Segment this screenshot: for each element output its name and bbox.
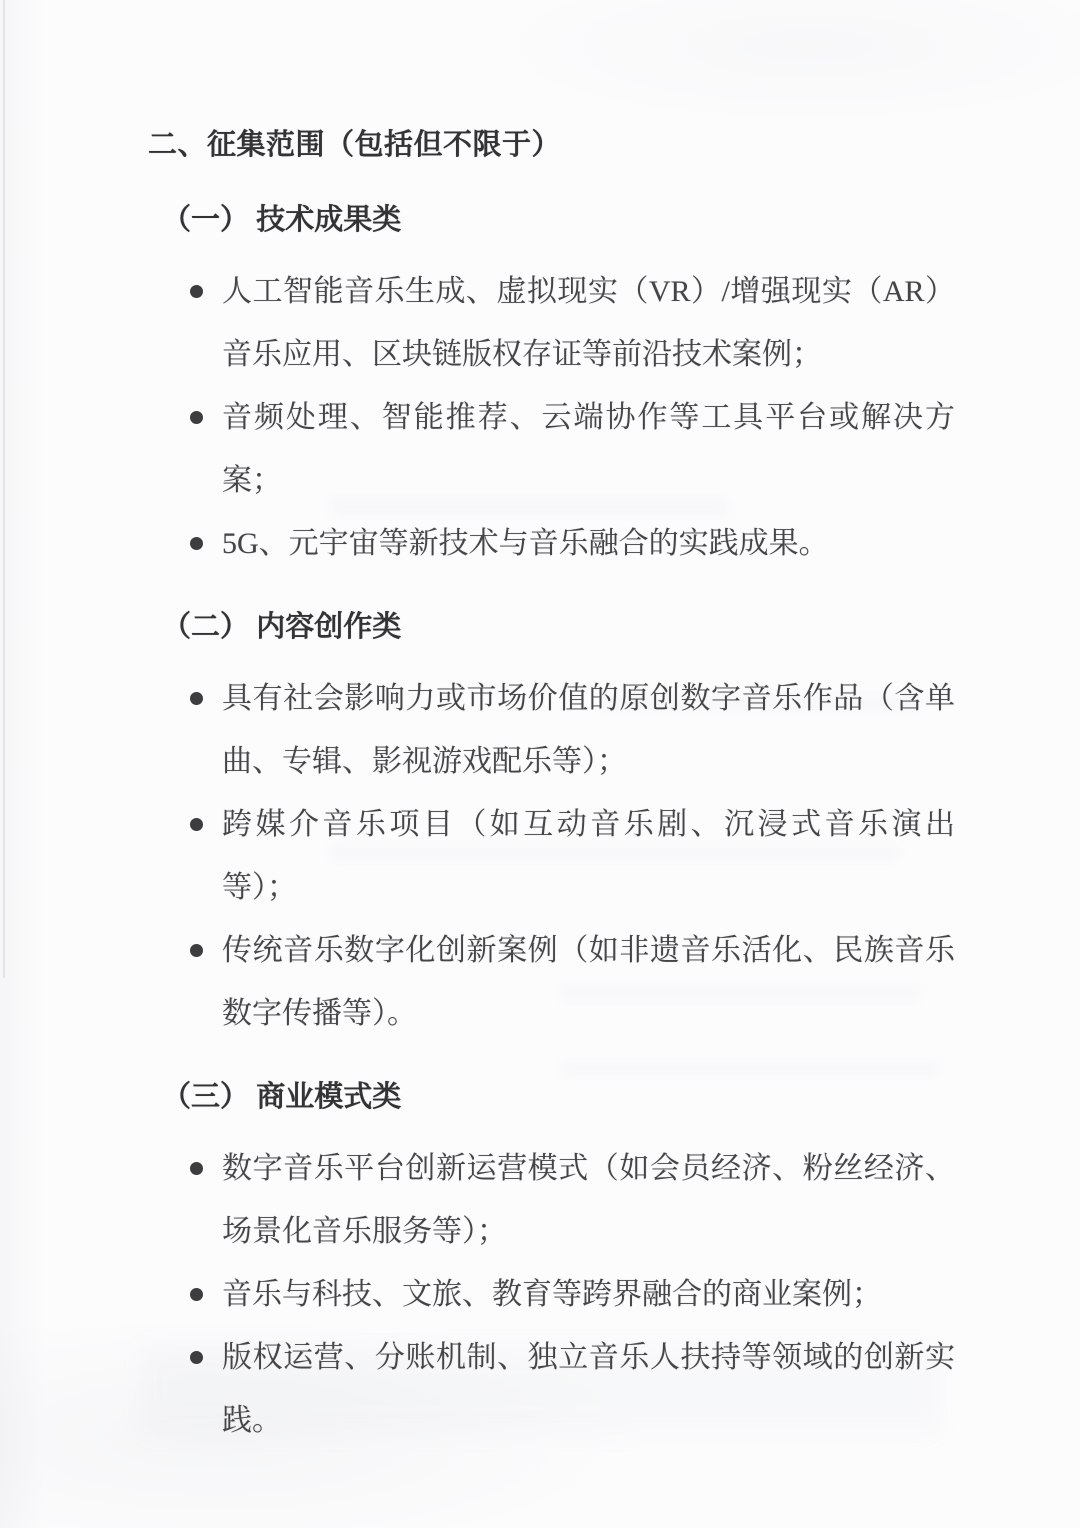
list-item-text: 音频处理、智能推荐、云端协作等工具平台或解决方案； xyxy=(222,401,955,497)
list-item-text: 具有社会影响力或市场价值的原创数字音乐作品（含单曲、专辑、影视游戏配乐等）； xyxy=(222,682,955,778)
bullet-list xyxy=(148,667,955,1045)
bullet-list xyxy=(148,260,955,575)
list-item xyxy=(222,386,955,512)
section-heading: （二） 内容创作类 xyxy=(162,611,402,643)
list-item xyxy=(222,260,955,386)
bullet-list xyxy=(148,1137,955,1452)
bullet-icon xyxy=(190,411,203,424)
section-technical-achievements xyxy=(148,189,955,575)
section-heading: （一） 技术成果类 xyxy=(162,204,402,236)
list-item-text: 数字音乐平台创新运营模式（如会员经济、粉丝经济、场景化音乐服务等）； xyxy=(222,1152,955,1248)
list-item-text: 人工智能音乐生成、虚拟现实（VR）/增强现实（AR）音乐应用、区块链版权存证等前沿技术案例； xyxy=(222,275,955,371)
list-item xyxy=(222,667,955,793)
bullet-icon xyxy=(190,1351,203,1364)
list-item xyxy=(222,1326,955,1452)
bullet-icon xyxy=(190,818,203,831)
bullet-icon xyxy=(190,537,203,550)
bullet-icon xyxy=(190,692,203,705)
scan-edge-line xyxy=(3,0,5,978)
section-content-creation xyxy=(148,596,955,1045)
list-item xyxy=(222,1263,955,1326)
section-heading: （三） 商业模式类 xyxy=(162,1081,402,1113)
bullet-icon xyxy=(190,944,203,957)
list-item xyxy=(222,512,955,575)
list-item-text: 版权运营、分账机制、独立音乐人扶持等领域的创新实践。 xyxy=(222,1341,955,1437)
bullet-icon xyxy=(190,285,203,298)
list-item-text: 传统音乐数字化创新案例（如非遗音乐活化、民族音乐数字传播等）。 xyxy=(222,934,955,1030)
bullet-icon xyxy=(190,1162,203,1175)
list-item-text: 跨媒介音乐项目（如互动音乐剧、沉浸式音乐演出等）； xyxy=(222,808,955,904)
list-item-text: 5G、元宇宙等新技术与音乐融合的实践成果。 xyxy=(222,527,829,560)
list-item xyxy=(222,1137,955,1263)
bullet-icon xyxy=(190,1288,203,1301)
list-item-text: 音乐与科技、文旅、教育等跨界融合的商业案例； xyxy=(222,1278,882,1311)
list-item xyxy=(222,793,955,919)
list-item xyxy=(222,919,955,1045)
page-title: 二、征集范围（包括但不限于） xyxy=(148,129,562,161)
section-business-models xyxy=(148,1066,955,1452)
